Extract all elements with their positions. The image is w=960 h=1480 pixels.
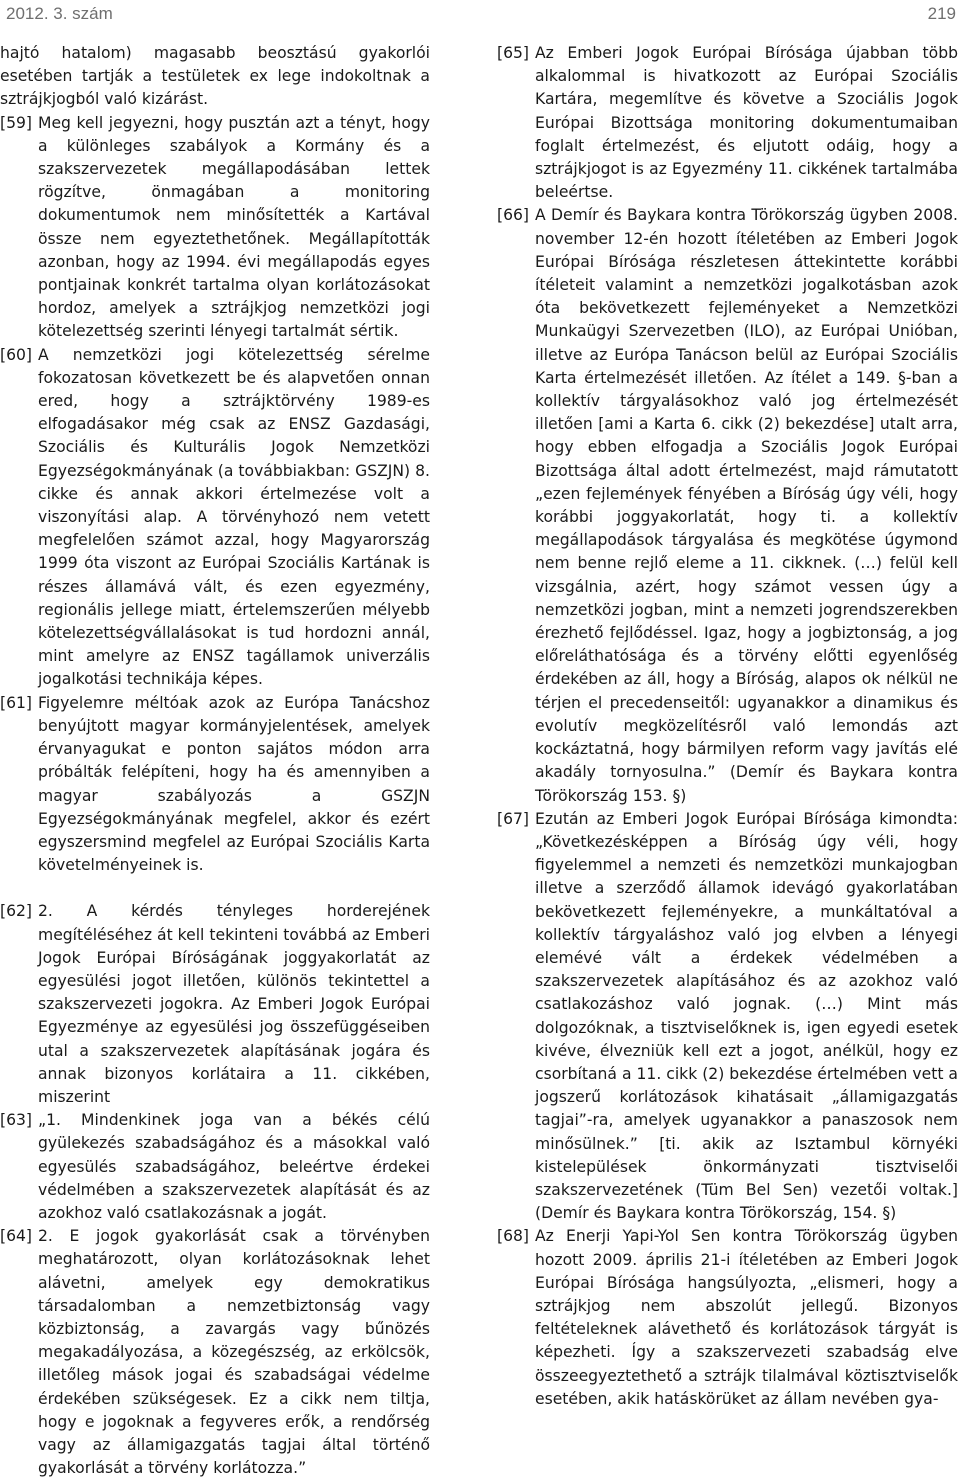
left-column: [0, 42, 430, 1480]
paragraph-62: [0, 900, 430, 1109]
paragraph-number: [68]: [497, 1227, 530, 1246]
continuation-paragraph: hajtó hatalom) magasabb beosztású gyakorlói esetében tartják a testületek ex lege indokoltnak a sztrájkjogból való kizárást.: [0, 44, 430, 109]
paragraph-number: [59]: [0, 113, 33, 132]
paragraph-number: [60]: [0, 345, 33, 364]
paragraph-number: [63]: [0, 1111, 33, 1130]
paragraph-number: [64]: [0, 1227, 33, 1246]
paragraph-60: [0, 344, 430, 692]
paragraph-number: [62]: [0, 902, 33, 921]
paragraph-text: A nemzetközi jogi kötelezettség sérelme fokozatosan következett be és alapvetően onnan ered, hogy a sztrájktörvény 1989-es elfogadásakor még csak az ENSZ Gazdasági, Szociális és Kulturális Jogok Nemzetközi Egyezségokmányának (a továbbiakban: GSZJN) 8. cikke és annak akkori értelmezése volt a viszonyítási alap. A törvényhozó nem vetett megfelelően számot azzal, hogy Magyarország 1999 óta viszont az Európai Szociális Kartának is részes államává vált, és ezen egyezmény, regionális jellege miatt, értelemszerűen mélyebb kötelezettségvállalásokat is tud hordozni annál, mint amelyre az ENSZ tagállamok univerzális jogalkotási technikája képes.: [38, 345, 430, 689]
paragraph-text: 2. A kérdés tényleges horderejének megítéléséhez át kell tekinteni továbbá az Emberi Jogok Európai Bíróságának joggyakorlatát az egyesülési jogot illetően, különös tekintettel a szakszervezeti jogokra. Az Emberi Jogok Európai Egyezménye az egyesülési jog összefüggéseiben utal a szakszervezetek alapításának jogára és annak bizonyos korlátaira a 11. cikkében, miszerint: [38, 902, 430, 1106]
paragraph-text: Ezután az Emberi Jogok Európai Bírósága kimondta: „Következésképpen a Bíróság úgy véli, hogy figyelemmel a nemzeti és nemzetközi munkajogban illetve a szerződő államok idevágó gyakorlatában bekövetkezett fejleményekre, a munkáltatóval a kollektív tárgyaláshoz való jog elvben a lényegi elemévé vált a érdekek védelmében a szakszervezetek alapításához és az azokhoz való csatlakozáshoz való jognak. (…) Mint más dolgozóknak, a tisztviselőknek is, igen egyedi esetek kivéve, élvezniük kell ezt a jogot, anélkül, hogy ez csorbítaná a 11. cikk (2) bekezdése értelmében vett a jogszerű korlátozások kihatásait „államigazgatás tagjai”-ra, amelyek ugyanakkor a panaszosok nem minősülnek.” [ti. akik az Isztambul környéki kistelepülések önkormányzati tisztviselői szakszervezetének (Tüm Bel Sen) vezetői voltak.] (Demír és Baykara kontra Törökország, 154. §): [535, 809, 958, 1223]
paragraph-text: Az Emberi Jogok Európai Bírósága újabban több alkalommal is hivatkozott az Európai Szociális Kartára, megemlítve és követve a Szociális Jogok Európai Bizottsága monitoring dokumentumaiban foglalt értelmezést, és eljutott odáig, hogy a sztrájkjogot is az Egyezmény 11. cikkének tartalmába beleértse.: [535, 44, 958, 202]
paragraph-61: [0, 692, 430, 878]
paragraph-text: Figyelemre méltóak azok az Európa Tanácshoz benyújtott magyar kormányjelentések, amelyek érvanyagukat e ponton sajátos módon arra próbálták felépíteni, hogy ha és amennyiben a magyar szabályozás a GSZJN Egyezségokmányának megfelel, akkor és ezért egyszersmind megfelel az Európai Szociális Karta követelményeinek is.: [38, 693, 430, 875]
paragraph-number: [65]: [497, 44, 530, 62]
paragraph-64: [0, 1225, 430, 1480]
paragraph-number: [66]: [497, 206, 530, 225]
right-column: [497, 42, 958, 1411]
page-number: 219: [927, 4, 956, 23]
running-header: [0, 0, 960, 28]
paragraph-68: [497, 1225, 958, 1411]
issue-label: 2012. 3. szám: [6, 4, 113, 23]
paragraph-text: A Demír és Baykara kontra Törökország ügyben 2008. november 12-én hozott ítéletében az Emberi Jogok Európai Bírósága részletesen áttekintette korábbi ítéleteit valamint a nemzetközi jogalkotásban azok óta bekövetkezett fejleményeket a Nemzetközi Munkaügyi Szervezetben (ILO), az Európai Unióban, illetve az Európa Tanácson belül az Európai Szociális Karta értelmezését illetően. Az ítélet a 149. §-ban a kollektív tárgyalásokhoz való jog értelmezését illetően [ami a Karta 6. cikk (2) bekezdése] utalt arra, hogy ebben elfogadja a Szociális Jogok Európai Bizottsága által adott értelmezést, majd rámutatott „ezen fejlemények fényében a Bíróság úgy véli, hogy korábbi joggyakorlatát, hogy ti. a kollektív megállapodások tárgyalása és megkötése úgymond nem benne rejlő eleme a 11. cikknek. (…) felül kell vizsgálnia, azért, hogy számot vessen úgy a nemzetközi jogban, mint a nemzeti jogrendszerekben érezhető fejlődéssel. Igaz, hogy a jogbiztonság, a jog előreláthatósága és a törvény előtti egyenlőség érdekében az áll, hogy a Bíróság, alapos ok nélkül ne térjen el precedenseitől: ugyanakkor a dinamikus és evolutív megközelítésről való lemondás azt kockáztatná, hogy bármilyen reform vagy javítás elé akadály tornyosulna.” (Demír és Baykara kontra Törökország 153. §): [535, 206, 958, 805]
paragraph-63: [0, 1109, 430, 1225]
paragraph-67: [497, 808, 958, 1226]
paragraph-number: [61]: [0, 693, 33, 712]
paragraph-59: [0, 112, 430, 344]
paragraph-65: [497, 42, 958, 204]
paragraph-text: 2. E jogok gyakorlását csak a törvényben meghatározott, olyan korlátozásoknak lehet alávetni, amelyek egy demokratikus társadalomban a nemzetbiztonság vagy közbiztonság, a zavargás vagy bűnözés megakadályozása, a közegészség, az erkölcsök, illetőleg mások jogai és szabadságai védelme érdekében szükségesek. Ez a cikk nem tiltja, hogy e jogoknak a fegyveres erők, a rendőrség vagy az államigazgatás tagjai által történő gyakorlását a törvény korlátozza.”: [38, 1227, 430, 1478]
paragraph-text: Meg kell jegyezni, hogy pusztán azt a tényt, hogy a különleges szabályok a Kormány és a szakszervezetek megállapodásában lettek rögzítve, önmagában a monitoring dokumentumok nem minősítették a Kartával össze nem egyeztethetőnek. Megállapították azonban, hogy az 1994. évi megállapodás egyes pontjainak konkrét tartalma olyan korlátozásokat hordoz, amelyek a sztrájkjog nemzetközi jogi kötelezettség szerinti lényegi tartalmát sértik.: [38, 113, 430, 341]
paragraph-text: „1. Mindenkinek joga van a békés célú gyülekezés szabadságához és a másokkal való egyesülés szabadságához, beleértve érdekei védelmében a szakszervezetek alapítását és az azokhoz való csatlakozásnak a jogát.: [38, 1111, 430, 1222]
paragraph-66: [497, 204, 958, 807]
paragraph-text: Az Enerji Yapi-Yol Sen kontra Törökország ügyben hozott 2009. április 21-i ítéletében az Emberi Jogok Európai Bírósága hangsúlyozta, „elismeri, hogy a sztrájkjog nem abszolút jellegű. Bizonyos feltételeknek alávethető és korlátozások tárgyát is képezheti. Így a szakszervezeti szabadság elve összeegyeztethető a sztrájk tilalmával köztisztviselők esetében, akik hatáskörüket az állam nevében gya-: [535, 1227, 958, 1408]
paragraph-number: [67]: [497, 809, 530, 828]
